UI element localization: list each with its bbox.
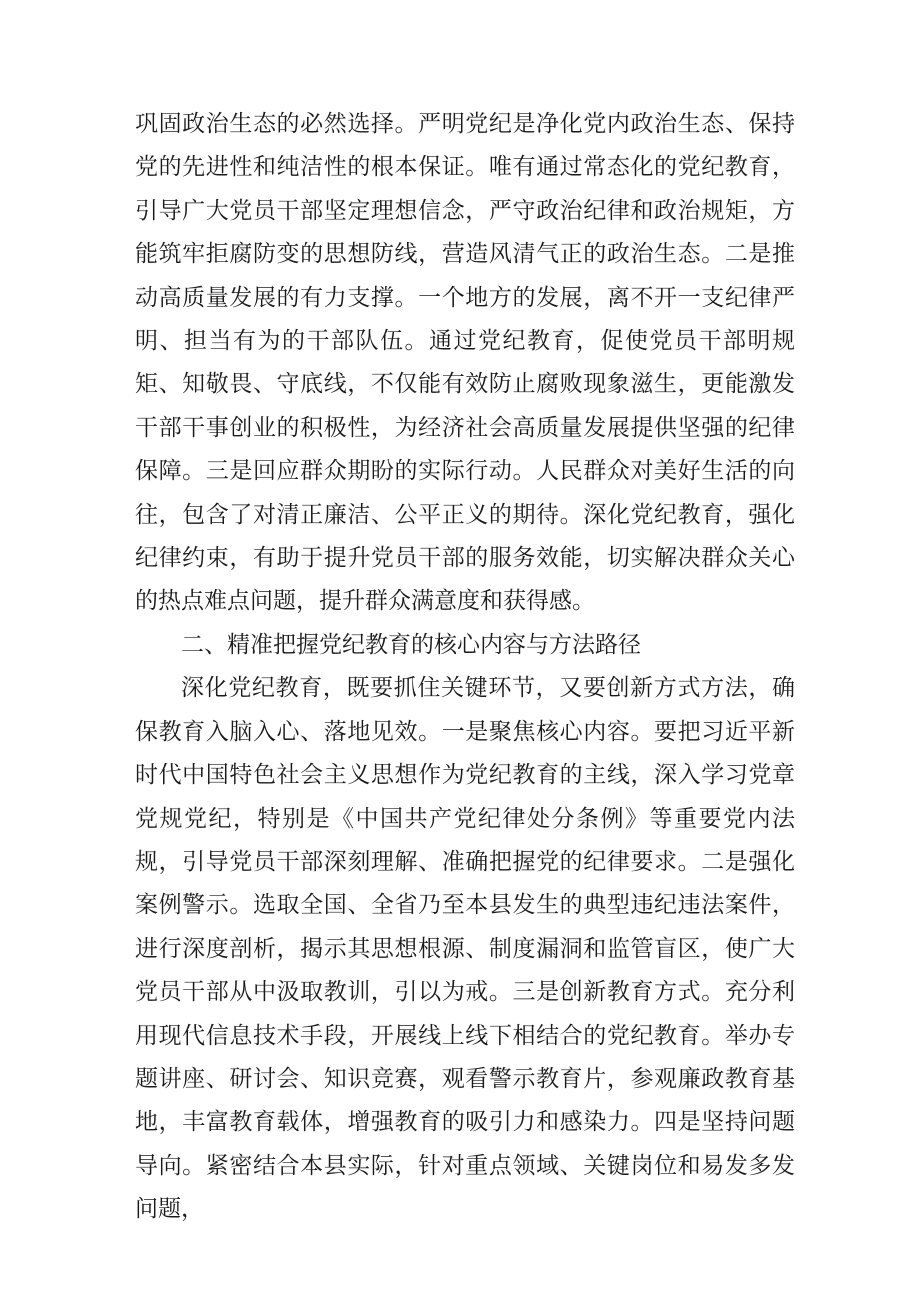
paragraph-2: 深化党纪教育，既要抓住关键环节，又要创新方式方法，确保教育入脑入心、落地见效。一是聚焦核心内容。要把习近平新时代中国特色社会主义思想作为党纪教育的主线，深入学习党章党规党纪，特别是《中国共产党纪律处分条例》等重要党内法规，引导党员干部深刻理解、准确把握党的纪律要求。二是强化案例警示。选取全国、全省乃至本县发生的典型违纪违法案件，进行深度剖析，揭示其思想根源、制度漏洞和监管盲区，使广大党员干部从中汲取教训，引以为戒。三是创新教育方式。充分利用现代信息技术手段，开展线上线下相结合的党纪教育。举办专题讲座、研讨会、知识竞赛，观看警示教育片，参观廉政教育基地，丰富教育载体，增强教育的吸引力和感染力。四是坚持问题导向。紧密结合本县实际，针对重点领域、关键岗位和易发多发问题，	[135, 675, 795, 1223]
document-body	[135, 103, 795, 1232]
section-heading-2: 二、精准把握党纪教育的核心内容与方法路径	[181, 631, 641, 658]
paragraph-1: 巩固政治生态的必然选择。严明党纪是净化党内政治生态、保持党的先进性和纯洁性的根本保证。唯有通过常态化的党纪教育，引导广大党员干部坚定理想信念，严守政治纪律和政治规矩，方能筑牢拒腐防变的思想防线，营造风清气正的政治生态。二是推动高质量发展的有力支撑。一个地方的发展，离不开一支纪律严明、担当有为的干部队伍。通过党纪教育，促使党员干部明规矩、知敬畏、守底线，不仅能有效防止腐败现象滋生，更能激发干部干事创业的积极性，为经济社会高质量发展提供坚强的纪律保障。三是回应群众期盼的实际行动。人民群众对美好生活的向往，包含了对清正廉洁、公平正义的期待。深化党纪教育，强化纪律约束，有助于提升党员干部的服务效能，切实解决群众关心的热点难点问题，提升群众满意度和获得感。	[135, 111, 795, 615]
